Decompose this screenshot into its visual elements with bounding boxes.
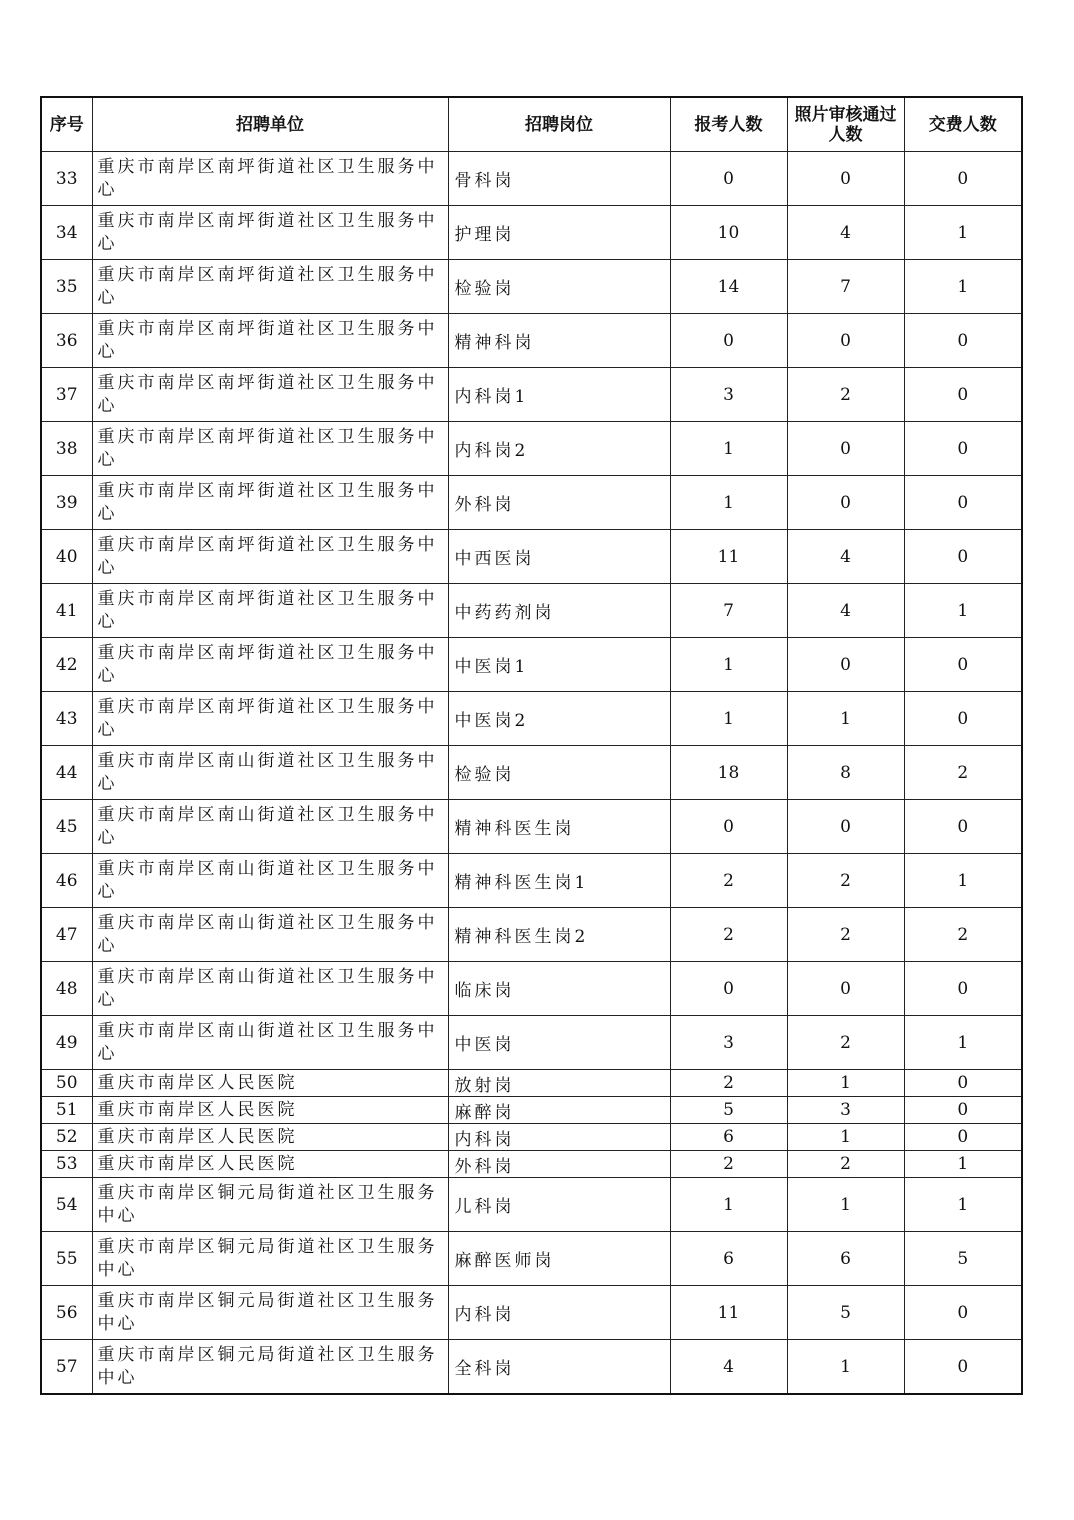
- recruiting-unit-cell: 重庆市南岸区铜元局街道社区卫生服务中心: [92, 1232, 448, 1286]
- photo-approved-cell: 5: [787, 1286, 904, 1340]
- table-row: [41, 962, 1022, 1016]
- serial-number-cell: 35: [41, 260, 92, 314]
- table-row: [41, 368, 1022, 422]
- applicants-cell: 14: [670, 260, 787, 314]
- recruiting-unit-cell: 重庆市南岸区南坪街道社区卫生服务中心: [92, 260, 448, 314]
- table-row: [41, 1178, 1022, 1232]
- position-cell: 中药药剂岗: [448, 584, 670, 638]
- position-cell: 精神科岗: [448, 314, 670, 368]
- applicants-cell: 4: [670, 1340, 787, 1395]
- serial-number-cell: 53: [41, 1151, 92, 1178]
- table-row: [41, 1151, 1022, 1178]
- serial-number-cell: 37: [41, 368, 92, 422]
- recruiting-unit-cell: 重庆市南岸区南山街道社区卫生服务中心: [92, 854, 448, 908]
- table-row: [41, 260, 1022, 314]
- position-cell: 护理岗: [448, 206, 670, 260]
- applicants-cell: 5: [670, 1097, 787, 1124]
- paid-cell: 0: [904, 638, 1022, 692]
- applicants-cell: 18: [670, 746, 787, 800]
- serial-number-cell: 52: [41, 1124, 92, 1151]
- applicants-cell: 0: [670, 314, 787, 368]
- photo-approved-cell: 8: [787, 746, 904, 800]
- header-applicants: 报考人数: [670, 97, 787, 152]
- table-row: [41, 1286, 1022, 1340]
- position-cell: 临床岗: [448, 962, 670, 1016]
- applicants-cell: 0: [670, 962, 787, 1016]
- table-row: [41, 1232, 1022, 1286]
- paid-cell: 2: [904, 908, 1022, 962]
- table-row: [41, 1070, 1022, 1097]
- photo-approved-cell: 4: [787, 206, 904, 260]
- table-row: [41, 206, 1022, 260]
- serial-number-cell: 50: [41, 1070, 92, 1097]
- paid-cell: 1: [904, 854, 1022, 908]
- photo-approved-cell: 1: [787, 692, 904, 746]
- recruiting-unit-cell: 重庆市南岸区铜元局街道社区卫生服务中心: [92, 1340, 448, 1395]
- photo-approved-cell: 2: [787, 1151, 904, 1178]
- position-cell: 精神科医生岗2: [448, 908, 670, 962]
- header-photo-approved: 照片审核通过人数: [787, 97, 904, 152]
- table-row: [41, 908, 1022, 962]
- applicants-cell: 2: [670, 1151, 787, 1178]
- paid-cell: 1: [904, 206, 1022, 260]
- recruiting-unit-cell: 重庆市南岸区南坪街道社区卫生服务中心: [92, 152, 448, 206]
- serial-number-cell: 56: [41, 1286, 92, 1340]
- serial-number-cell: 44: [41, 746, 92, 800]
- photo-approved-cell: 4: [787, 530, 904, 584]
- paid-cell: 0: [904, 314, 1022, 368]
- applicants-cell: 3: [670, 1016, 787, 1070]
- paid-cell: 0: [904, 530, 1022, 584]
- serial-number-cell: 42: [41, 638, 92, 692]
- recruiting-unit-cell: 重庆市南岸区人民医院: [92, 1070, 448, 1097]
- position-cell: 麻醉医师岗: [448, 1232, 670, 1286]
- serial-number-cell: 40: [41, 530, 92, 584]
- table-row: [41, 530, 1022, 584]
- recruiting-unit-cell: 重庆市南岸区南坪街道社区卫生服务中心: [92, 314, 448, 368]
- applicants-cell: 11: [670, 530, 787, 584]
- serial-number-cell: 41: [41, 584, 92, 638]
- position-cell: 中医岗2: [448, 692, 670, 746]
- table-row: [41, 1097, 1022, 1124]
- paid-cell: 0: [904, 368, 1022, 422]
- recruiting-unit-cell: 重庆市南岸区南坪街道社区卫生服务中心: [92, 422, 448, 476]
- position-cell: 放射岗: [448, 1070, 670, 1097]
- applicants-cell: 1: [670, 1178, 787, 1232]
- header-position: 招聘岗位: [448, 97, 670, 152]
- serial-number-cell: 57: [41, 1340, 92, 1395]
- header-serial-number: 序号: [41, 97, 92, 152]
- applicants-cell: 1: [670, 422, 787, 476]
- serial-number-cell: 47: [41, 908, 92, 962]
- applicants-cell: 2: [670, 1070, 787, 1097]
- position-cell: 内科岗2: [448, 422, 670, 476]
- paid-cell: 0: [904, 800, 1022, 854]
- position-cell: 精神科医生岗: [448, 800, 670, 854]
- paid-cell: 0: [904, 1070, 1022, 1097]
- recruiting-unit-cell: 重庆市南岸区南山街道社区卫生服务中心: [92, 908, 448, 962]
- position-cell: 外科岗: [448, 476, 670, 530]
- serial-number-cell: 39: [41, 476, 92, 530]
- recruiting-unit-cell: 重庆市南岸区南坪街道社区卫生服务中心: [92, 368, 448, 422]
- position-cell: 麻醉岗: [448, 1097, 670, 1124]
- applicants-cell: 6: [670, 1232, 787, 1286]
- applicants-cell: 0: [670, 800, 787, 854]
- recruiting-unit-cell: 重庆市南岸区南坪街道社区卫生服务中心: [92, 638, 448, 692]
- header-paid: 交费人数: [904, 97, 1022, 152]
- paid-cell: 0: [904, 962, 1022, 1016]
- photo-approved-cell: 0: [787, 476, 904, 530]
- serial-number-cell: 49: [41, 1016, 92, 1070]
- table-row: [41, 1124, 1022, 1151]
- recruiting-unit-cell: 重庆市南岸区人民医院: [92, 1097, 448, 1124]
- photo-approved-cell: 1: [787, 1070, 904, 1097]
- recruiting-unit-cell: 重庆市南岸区南坪街道社区卫生服务中心: [92, 476, 448, 530]
- paid-cell: 0: [904, 1340, 1022, 1395]
- photo-approved-cell: 2: [787, 908, 904, 962]
- position-cell: 内科岗: [448, 1124, 670, 1151]
- serial-number-cell: 46: [41, 854, 92, 908]
- table-row: [41, 152, 1022, 206]
- paid-cell: 0: [904, 1097, 1022, 1124]
- recruiting-unit-cell: 重庆市南岸区南坪街道社区卫生服务中心: [92, 692, 448, 746]
- table-row: [41, 1340, 1022, 1395]
- applicants-cell: 11: [670, 1286, 787, 1340]
- paid-cell: 1: [904, 260, 1022, 314]
- photo-approved-cell: 2: [787, 368, 904, 422]
- table-row: [41, 800, 1022, 854]
- photo-approved-cell: 0: [787, 800, 904, 854]
- header-recruiting-unit: 招聘单位: [92, 97, 448, 152]
- paid-cell: 0: [904, 1124, 1022, 1151]
- position-cell: 骨科岗: [448, 152, 670, 206]
- applicants-cell: 0: [670, 152, 787, 206]
- table-row: [41, 314, 1022, 368]
- paid-cell: 1: [904, 1016, 1022, 1070]
- applicants-cell: 10: [670, 206, 787, 260]
- photo-approved-cell: 2: [787, 1016, 904, 1070]
- recruiting-unit-cell: 重庆市南岸区人民医院: [92, 1151, 448, 1178]
- applicants-cell: 2: [670, 908, 787, 962]
- applicants-cell: 1: [670, 476, 787, 530]
- photo-approved-cell: 3: [787, 1097, 904, 1124]
- recruiting-unit-cell: 重庆市南岸区南坪街道社区卫生服务中心: [92, 584, 448, 638]
- paid-cell: 2: [904, 746, 1022, 800]
- position-cell: 中医岗1: [448, 638, 670, 692]
- paid-cell: 5: [904, 1232, 1022, 1286]
- recruiting-unit-cell: 重庆市南岸区南山街道社区卫生服务中心: [92, 1016, 448, 1070]
- paid-cell: 0: [904, 422, 1022, 476]
- paid-cell: 0: [904, 1286, 1022, 1340]
- serial-number-cell: 48: [41, 962, 92, 1016]
- photo-approved-cell: 0: [787, 638, 904, 692]
- photo-approved-cell: 0: [787, 962, 904, 1016]
- paid-cell: 0: [904, 476, 1022, 530]
- position-cell: 检验岗: [448, 746, 670, 800]
- table-row: [41, 584, 1022, 638]
- table-row: [41, 422, 1022, 476]
- recruiting-unit-cell: 重庆市南岸区南坪街道社区卫生服务中心: [92, 206, 448, 260]
- photo-approved-cell: 7: [787, 260, 904, 314]
- recruiting-unit-cell: 重庆市南岸区南坪街道社区卫生服务中心: [92, 530, 448, 584]
- photo-approved-cell: 2: [787, 854, 904, 908]
- paid-cell: 1: [904, 584, 1022, 638]
- recruiting-unit-cell: 重庆市南岸区南山街道社区卫生服务中心: [92, 800, 448, 854]
- table-row: [41, 638, 1022, 692]
- photo-approved-cell: 1: [787, 1178, 904, 1232]
- photo-approved-cell: 0: [787, 152, 904, 206]
- recruiting-unit-cell: 重庆市南岸区南山街道社区卫生服务中心: [92, 746, 448, 800]
- table-row: [41, 1016, 1022, 1070]
- photo-approved-cell: 6: [787, 1232, 904, 1286]
- serial-number-cell: 43: [41, 692, 92, 746]
- recruiting-unit-cell: 重庆市南岸区铜元局街道社区卫生服务中心: [92, 1286, 448, 1340]
- serial-number-cell: 54: [41, 1178, 92, 1232]
- position-cell: 精神科医生岗1: [448, 854, 670, 908]
- applicants-cell: 3: [670, 368, 787, 422]
- position-cell: 儿科岗: [448, 1178, 670, 1232]
- position-cell: 内科岗1: [448, 368, 670, 422]
- photo-approved-cell: 0: [787, 422, 904, 476]
- serial-number-cell: 38: [41, 422, 92, 476]
- table-row: [41, 476, 1022, 530]
- photo-approved-cell: 4: [787, 584, 904, 638]
- position-cell: 检验岗: [448, 260, 670, 314]
- applicants-cell: 1: [670, 692, 787, 746]
- position-cell: 外科岗: [448, 1151, 670, 1178]
- table-row: [41, 854, 1022, 908]
- position-cell: 中医岗: [448, 1016, 670, 1070]
- serial-number-cell: 55: [41, 1232, 92, 1286]
- position-cell: 内科岗: [448, 1286, 670, 1340]
- table-header-row: [41, 97, 1022, 152]
- serial-number-cell: 45: [41, 800, 92, 854]
- table-row: [41, 692, 1022, 746]
- photo-approved-cell: 0: [787, 314, 904, 368]
- table-row: [41, 746, 1022, 800]
- serial-number-cell: 51: [41, 1097, 92, 1124]
- serial-number-cell: 33: [41, 152, 92, 206]
- applicants-cell: 2: [670, 854, 787, 908]
- applicants-cell: 6: [670, 1124, 787, 1151]
- applicants-cell: 7: [670, 584, 787, 638]
- serial-number-cell: 34: [41, 206, 92, 260]
- serial-number-cell: 36: [41, 314, 92, 368]
- recruitment-table: [40, 96, 1023, 1395]
- recruiting-unit-cell: 重庆市南岸区人民医院: [92, 1124, 448, 1151]
- photo-approved-cell: 1: [787, 1124, 904, 1151]
- position-cell: 中西医岗: [448, 530, 670, 584]
- paid-cell: 0: [904, 692, 1022, 746]
- position-cell: 全科岗: [448, 1340, 670, 1395]
- paid-cell: 1: [904, 1151, 1022, 1178]
- paid-cell: 1: [904, 1178, 1022, 1232]
- paid-cell: 0: [904, 152, 1022, 206]
- photo-approved-cell: 1: [787, 1340, 904, 1395]
- recruiting-unit-cell: 重庆市南岸区南山街道社区卫生服务中心: [92, 962, 448, 1016]
- recruiting-unit-cell: 重庆市南岸区铜元局街道社区卫生服务中心: [92, 1178, 448, 1232]
- applicants-cell: 1: [670, 638, 787, 692]
